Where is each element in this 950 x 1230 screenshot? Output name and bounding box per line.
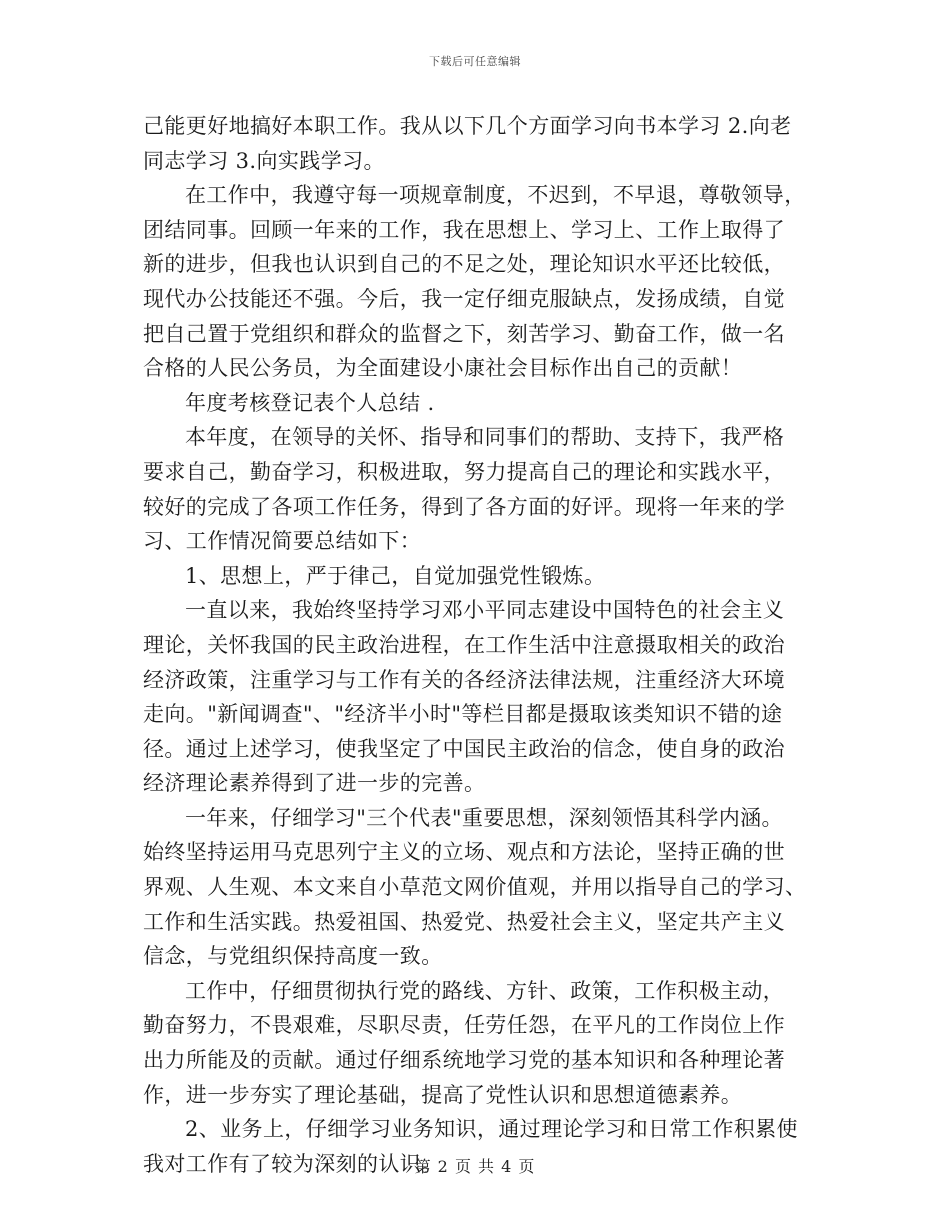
text-line: 径。通过上述学习，使我坚定了中国民主政治的信念，使自身的政治: [143, 736, 785, 761]
text-line: 工作和生活实践。热爱祖国、热爱党、热爱社会主义，坚定共产主义: [143, 909, 785, 934]
text-line: 2、业务上，仔细学习业务知识，通过理论学习和日常工作积累使: [185, 1117, 798, 1142]
text-line: 年度考核登记表个人总结 .: [185, 390, 435, 415]
text-line: 经济理论素养得到了进一步的完善。: [143, 771, 486, 796]
text-line: 己能更好地搞好本职工作。我从以下几个方面学习向书本学习 2.向老: [143, 114, 792, 138]
text-line: 较好的完成了各项工作任务，得到了各方面的好评。现将一年来的学: [143, 494, 785, 519]
text-line: 一直以来，我始终坚持学习邓小平同志建设中国特色的社会主义: [185, 598, 785, 623]
text-line: 出力所能及的贡献。通过仔细系统地学习党的基本知识和各种理论著: [143, 1048, 785, 1073]
text-line: 在工作中，我遵守每一项规章制度，不迟到，不早退，尊敬领导，: [185, 183, 806, 208]
page-header: 下载后可任意编辑: [429, 55, 521, 68]
text-line: 作，进一步夯实了理论基础，提高了党性认识和思想道德素养。: [143, 1082, 743, 1107]
text-line: 走向。"新闻调查"、"经济半小时"等栏目都是摄取该类知识不错的途: [143, 702, 783, 727]
text-line: 习、工作情况简要总结如下：: [143, 529, 422, 554]
text-line: 新的进步，但我也认识到自己的不足之处，理论知识水平还比较低，: [143, 252, 785, 277]
page-number-footer: 第 2 页 共 4 页: [414, 1157, 536, 1176]
text-line: 一年来，仔细学习"三个代表"重要思想，深刻领悟其科学内涵。: [185, 805, 783, 830]
text-line: 本年度，在领导的关怀、指导和同事们的帮助、支持下，我严格: [185, 425, 785, 450]
document-body: [143, 109, 811, 1181]
text-line: 同志学习 3.向实践学习。: [143, 148, 385, 173]
text-line: 勤奋努力，不畏艰难，尽职尽责，任劳任怨，在平凡的工作岗位上作: [143, 1013, 785, 1038]
text-line: 团结同事。回顾一年来的工作，我在思想上、学习上、工作上取得了: [143, 217, 785, 242]
text-line: 信念，与党组织保持高度一致。: [143, 944, 443, 969]
text-line: 合格的人民公务员，为全面建设小康社会目标作出自己的贡献！: [143, 356, 743, 381]
text-line: 我对工作有了较为深刻的认识。: [143, 1151, 443, 1176]
text-line: 始终坚持运用马克思列宁主义的立场、观点和方法论，坚持正确的世: [143, 840, 785, 865]
text-line: 现代办公技能还不强。今后，我一定仔细克服缺点，发扬成绩，自觉: [143, 286, 785, 311]
text-line: 1、思想上，严于律己，自觉加强党性锻炼。: [185, 563, 606, 588]
text-line: 经济政策，注重学习与工作有关的各经济法律法规，注重经济大环境: [143, 667, 785, 692]
text-line: 要求自己，勤奋学习，积极进取，努力提高自己的理论和实践水平，: [143, 459, 785, 484]
text-line: 工作中，仔细贯彻执行党的路线、方针、政策，工作积极主动，: [185, 978, 785, 1003]
text-line: 理论，关怀我国的民主政治进程，在工作生活中注意摄取相关的政治: [143, 632, 785, 657]
text-line: 把自己置于党组织和群众的监督之下，刻苦学习、勤奋工作，做一名: [143, 321, 785, 346]
text-line: 界观、人生观、本文来自小草范文网价值观，并用以指导自己的学习、: [143, 875, 807, 900]
